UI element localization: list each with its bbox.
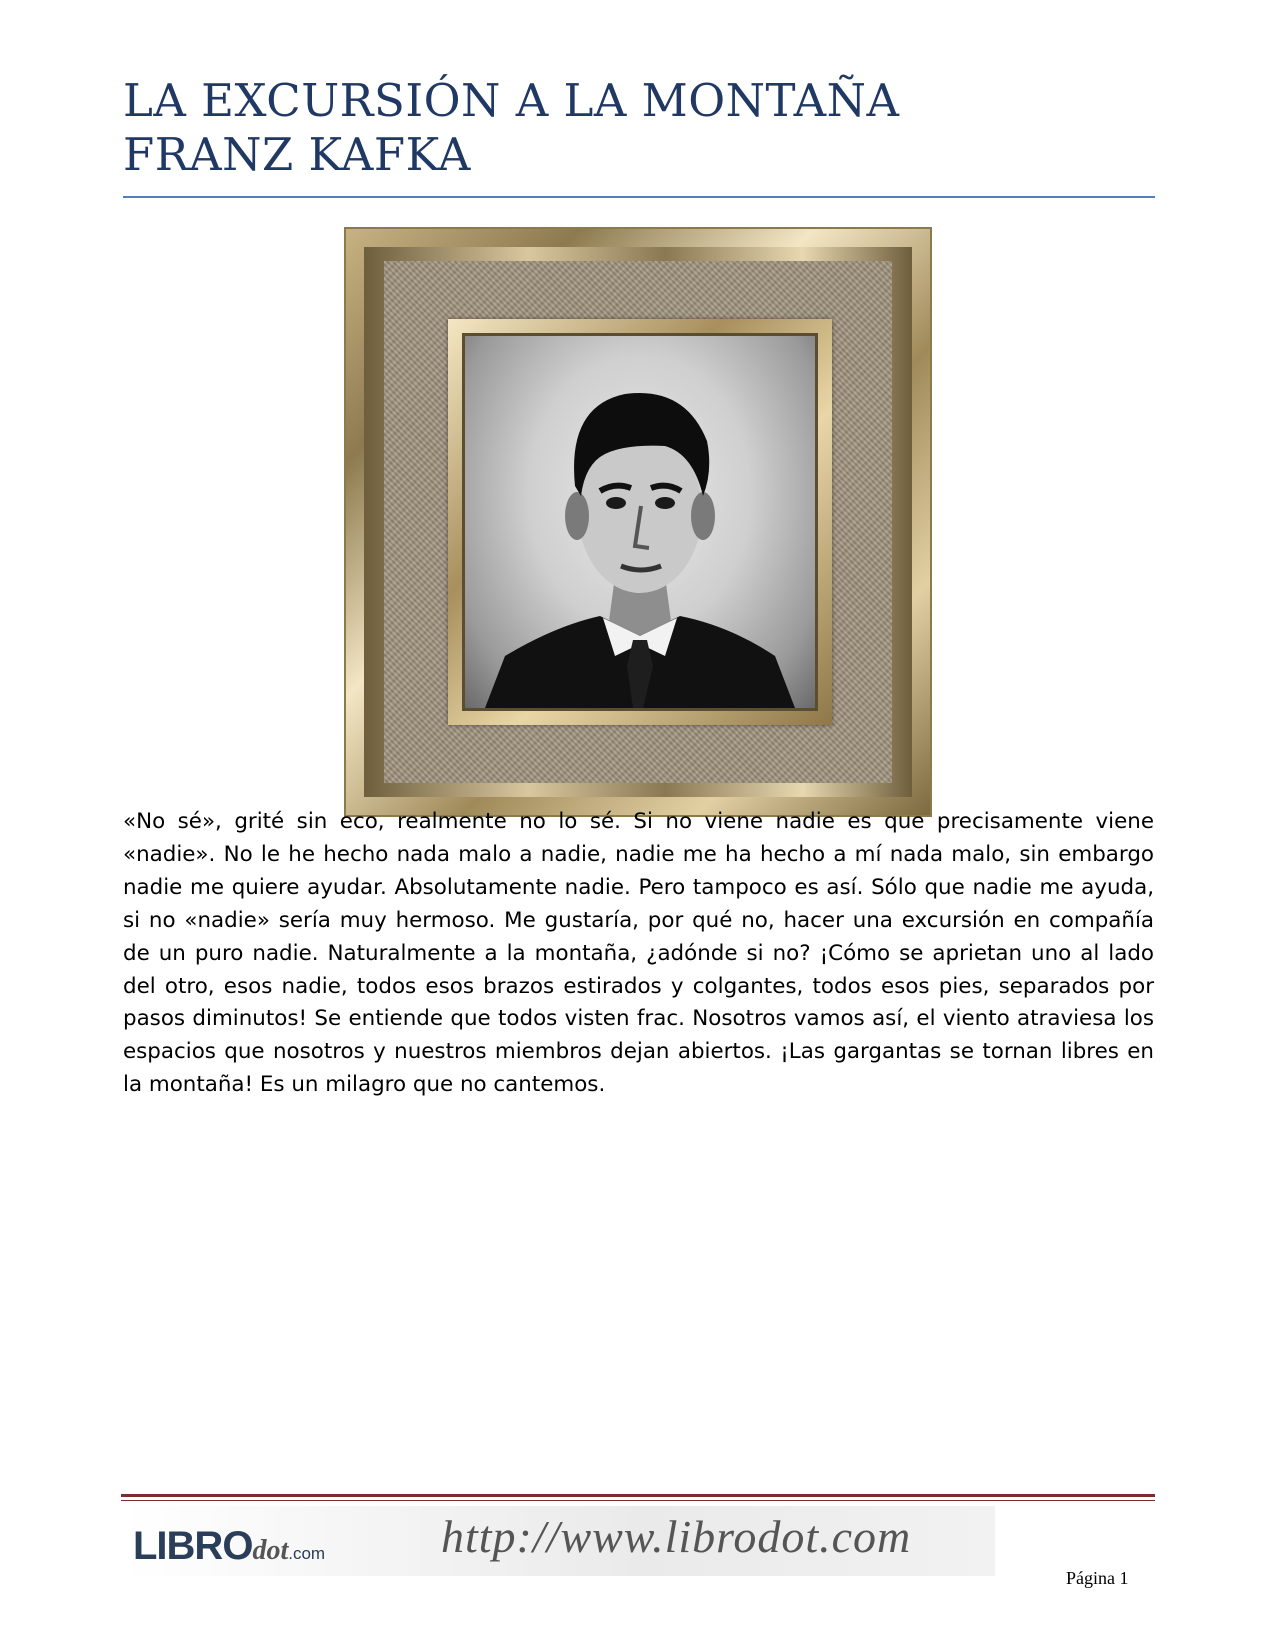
framed-portrait: [344, 227, 932, 817]
portrait-illustration: [465, 336, 815, 708]
story-paragraph: «No sé», grité sin eco, realmente no lo sé. Si no viene nadie es que precisamente viene «nadie». No le he hecho nada malo a nadie, nadie me ha hecho a mí nada malo, sin embargo nadie me quiere ayudar. Absolutamente nadie. Pero tampoco es así. Sólo que nadie me ayuda, si no «nadie» sería muy hermoso. Me gustaría, por qué no, hacer una excursión en compañía de un puro nadie. Naturalmente a la montaña, ¿adónde si no? ¡Cómo se aprietan uno al lado del otro, esos nadie, todos esos brazos estirados y colgantes, todos esos pies, separados por pasos diminutos! Se entiende que todos visten frac. Nosotros vamos así, el viento atraviesa los espacios que nosotros y nuestros miembros dejan abiertos. ¡Las gargantas se tornan libres en la montaña! Es un milagro que no cantemos.: [123, 809, 1154, 1098]
footer-divider-thick: [121, 1494, 1155, 1497]
footer-banner: [123, 1506, 995, 1576]
inner-gold-frame: [448, 319, 832, 725]
footer-url: http://www.librodot.com: [441, 1511, 912, 1562]
title-line-2: FRANZ KAFKA: [123, 128, 471, 181]
footer-divider-thin: [121, 1500, 1155, 1501]
logo-dot-text: dot: [252, 1535, 289, 1566]
portrait-photo: [462, 333, 818, 711]
document-title: [123, 74, 1153, 182]
librodot-logo: [133, 1524, 325, 1569]
logo-com-text: .com: [288, 1544, 326, 1563]
title-line-1: LA EXCURSIÓN A LA MONTAÑA: [123, 74, 900, 127]
page-number: Página 1: [1066, 1568, 1129, 1588]
title-divider: [123, 196, 1155, 198]
logo-libro-text: LIBRO: [133, 1524, 253, 1568]
